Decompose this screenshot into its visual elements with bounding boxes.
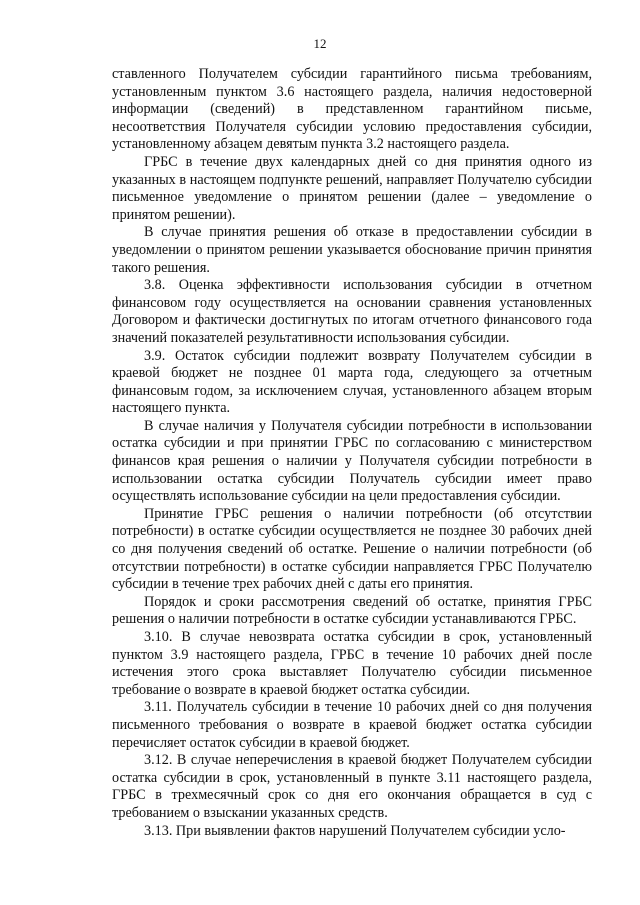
paragraph-3: В случае принятия решения об отказе в предоставлении субсидии в уведомлении о принятом решении указывается обоснование причин принятия такого решения.	[112, 224, 592, 276]
paragraph-3-13: 3.13. При выявлении фактов нарушений Получателем субсидии усло-	[144, 822, 566, 839]
paragraph-7: Принятие ГРБС решения о наличии потребности (об отсутствии потребности) в остатке субсидии осуществляется не позднее 30 рабочих дней со дня получения сведений об остатке. Решение о наличии потребности (об отсутствии потребности) в остатке субсидии направляется ГРБС Получателю субсидии в течение трех рабочих дней с даты его принятия.	[112, 505, 592, 593]
paragraph-3-9: 3.9. Остаток субсидии подлежит возврату Получателем субсидии в краевой бюджет не позднее 01 марта года, следующего за отчетным финансовым годом, за исключением случая, установленного абзацем вторым настоящего пункта.	[112, 347, 592, 417]
paragraph-3-10: 3.10. В случае невозврата остатка субсидии в срок, установленный пунктом 3.9 настоящего раздела, ГРБС в течение 10 рабочих дней после истечения этого срока выставляет Получателю субсидии письменное требование о возврате в краевой бюджет остатка субсидии.	[112, 629, 592, 698]
paragraph-3-8: 3.8. Оценка эффективности использования субсидии в отчетном финансовом году осуществляется на основании сравнения установленных Договором и фактически достигнутых по итогам отчетного финансового года значений показателей результативности использования субсидии.	[112, 277, 592, 346]
paragraph-6: В случае наличия у Получателя субсидии потребности в использовании остатка субсидии и при принятии ГРБС по согласованию с министерством финансов края решения о наличии у Получателя субсидии потребности в использовании остатка субсидии Получатель субсидии имеет право осуществлять использование субсидии на цели предоставления субсидии.	[112, 417, 592, 505]
paragraph-2: ГРБС в течение двух календарных дней со дня принятия одного из указанных в настоящем подпункте решений, направляет Получателю субсидии письменное уведомление о принятом решении (далее – уведомление о принятом решении).	[112, 153, 592, 223]
paragraph-1: ставленного Получателем субсидии гарантийного письма требованиям, установленным пунктом 3.6 настоящего раздела, наличия недостоверной информации (сведений) в представленном гарантийном письме, несоответствия Получателя субсидии условию предоставления субсидии, установленному абзацем девятым пункта 3.2 настоящего раздела.	[112, 66, 592, 153]
paragraph-3-12: 3.12. В случае неперечисления в краевой бюджет Получателем субсидии остатка субсидии в срок, установленный в пункте 3.11 настоящего раздела, ГРБС в трехмесячный срок со дня его окончания обращается в суд с требованием о взыскании указанных средств.	[112, 752, 592, 821]
paragraph-3-11: 3.11. Получатель субсидии в течение 10 рабочих дней со дня получения письменного требования о возврате в краевой бюджет остатка субсидии перечисляет остаток субсидии в краевой бюджет.	[112, 699, 592, 751]
paragraph-8: Порядок и сроки рассмотрения сведений об остатке, принятия ГРБС решения о наличии потребности в остатке субсидии устанавливаются ГРБС.	[112, 593, 592, 628]
document-body	[112, 66, 592, 840]
page-number: 12	[313, 36, 327, 51]
